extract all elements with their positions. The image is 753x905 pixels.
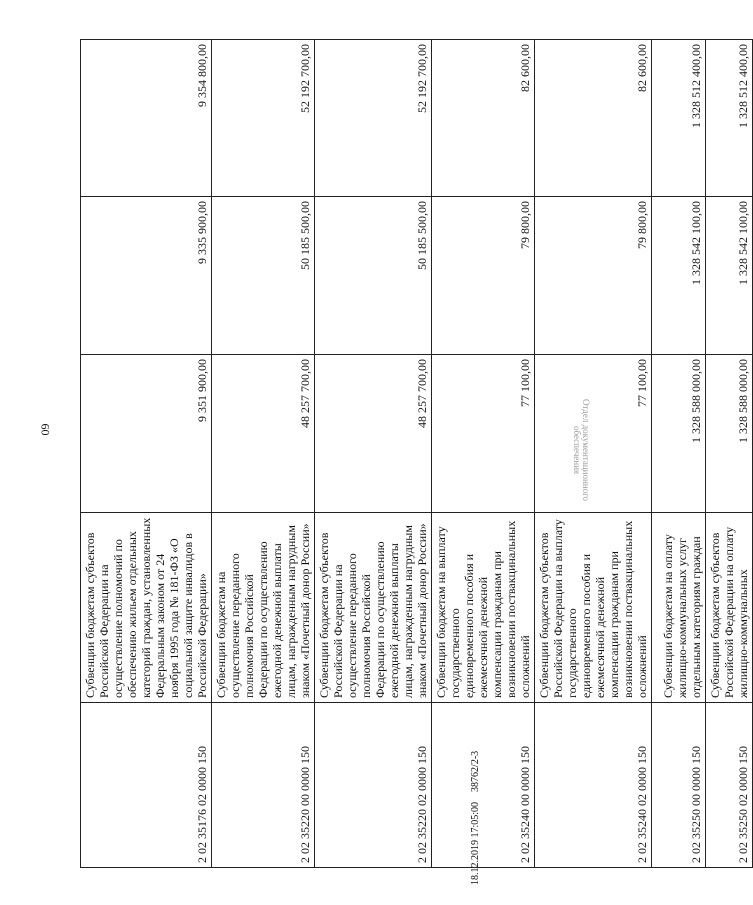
value-cell-3: 9 354 800,00	[81, 40, 212, 197]
value-cell-1: 48 257 700,00	[315, 355, 432, 513]
stamp-line2: обеспечения	[571, 425, 582, 475]
value-cell-1: 48 257 700,00	[212, 355, 315, 513]
value-cell-3: 82 600,00	[535, 40, 652, 197]
value-cell-2: 1 328 542 100,00	[652, 197, 706, 355]
code-cell: 2 02 35176 02 0000 150	[81, 703, 212, 868]
value-cell-3: 82 600,00	[432, 40, 535, 197]
name-cell: Субвенции бюджетам на выплату государственного единовременного пособия и ежемесячной денежной компенсации гражданам при возникновении поствакцинальных осложнений	[432, 513, 535, 703]
value-cell-2: 79 800,00	[535, 197, 652, 355]
name-cell: Субвенции бюджетам субъектов Российской Федерации на осуществление полномочий по обеспечению жильем отдельных категорий граждан, установленных Федеральным законом от 24 ноября 1995 года № 181-ФЗ «О социальной защите инвалидов в Российской Федерации»	[81, 513, 212, 703]
code-cell: 2 02 35240 00 0000 150	[432, 703, 535, 868]
name-cell: Субвенции бюджетам на оплату жилищно-коммунальных услуг отдельным категориям граждан	[652, 513, 706, 703]
code-cell: 2 02 35240 02 0000 150	[535, 703, 652, 868]
table-row	[432, 40, 535, 868]
value-cell-1: 77 100,00	[432, 355, 535, 513]
value-cell-1: 1 328 588 000,00	[652, 355, 706, 513]
table-row	[81, 40, 212, 868]
value-cell-2: 79 800,00	[432, 197, 535, 355]
value-cell-2: 50 185 500,00	[315, 197, 432, 355]
value-cell-2: 50 185 500,00	[212, 197, 315, 355]
name-cell: Субвенции бюджетам субъектов Российской Федерации на оплату жилищно-коммунальных	[706, 513, 753, 703]
footer-datetime: 18.12.2019 17:05:00	[470, 801, 481, 885]
code-cell: 2 02 35250 00 0000 150	[652, 703, 706, 868]
name-cell: Субвенции бюджетам субъектов Российской Федерации на осуществление переданного полномочия Российской Федерации по осуществлению ежегодной денежной выплаты лицам, награжденным нагрудным знаком «Почетный донор России»	[315, 513, 432, 703]
value-cell-2: 9 335 900,00	[81, 197, 212, 355]
code-cell: 2 02 35220 02 0000 150	[315, 703, 432, 868]
table-row	[706, 40, 753, 868]
value-cell-3: 52 192 700,00	[212, 40, 315, 197]
code-cell: 2 02 35250 02 0000 150	[706, 703, 753, 868]
table-row	[652, 40, 706, 868]
value-cell-3: 52 192 700,00	[315, 40, 432, 197]
value-cell-1: 77 100,00	[535, 355, 652, 513]
value-cell-1: 1 328 588 000,00	[706, 355, 753, 513]
value-cell-2: 1 328 542 100,00	[706, 197, 753, 355]
value-cell-1: 9 351 900,00	[81, 355, 212, 513]
stamp-line1: Отдел документационного	[581, 398, 591, 502]
code-cell: 2 02 35220 00 0000 150	[212, 703, 315, 868]
name-cell: Субвенции бюджетам субъектов Российской Федерации на выплату государственного единовременного пособия и ежемесячной денежной компенсации гражданам при возникновении поствакцинальных осложнений	[535, 513, 652, 703]
table-row	[315, 40, 432, 868]
table-row	[535, 40, 652, 868]
name-cell: Субвенции бюджетам на осуществление переданного полномочия Российской Федерации по осуществлению ежегодной денежной выплаты лицам, награжденным нагрудным знаком «Почетный донор России»	[212, 513, 315, 703]
page-number: 60	[38, 423, 53, 436]
table-row	[212, 40, 315, 868]
value-cell-3: 1 328 512 400,00	[706, 40, 753, 197]
budget-table	[80, 39, 753, 868]
value-cell-3: 1 328 512 400,00	[652, 40, 706, 197]
footer-doc-id: 38762/2-3	[470, 750, 481, 792]
